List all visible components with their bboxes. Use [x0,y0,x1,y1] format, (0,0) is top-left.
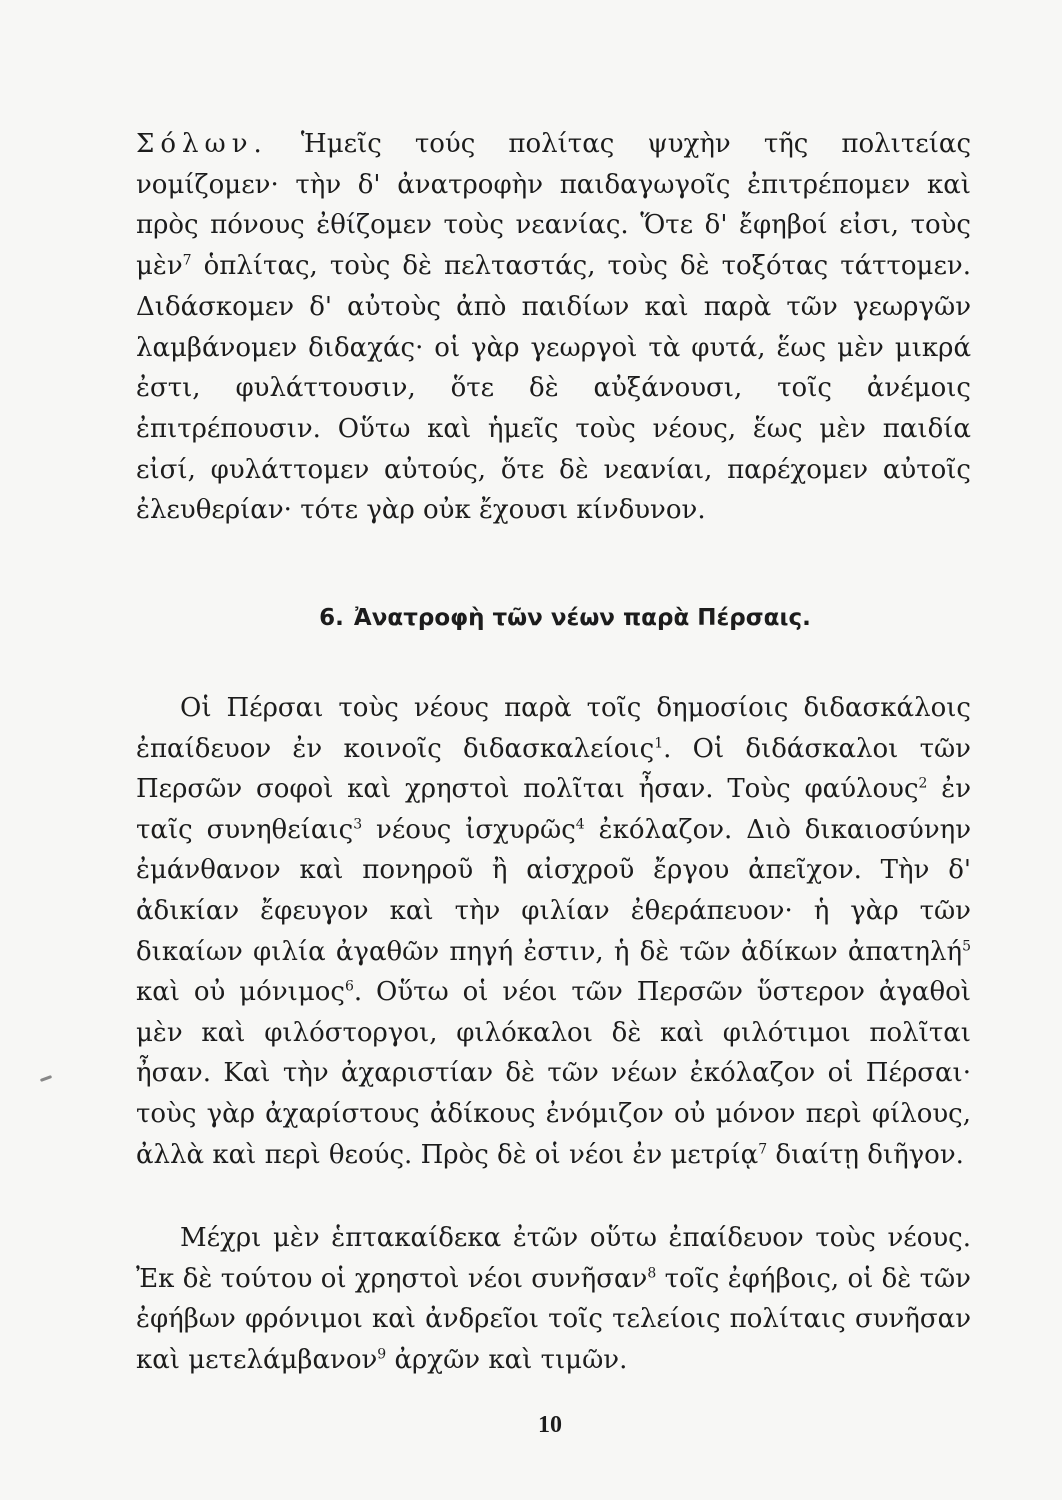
section-title: Ἀνατροφὴ τῶν νέων παρὰ Πέρσαις. [353,605,811,631]
paragraph-text: τοῖς ἐφήβοις, οἱ δὲ τῶν ἐφήβων φρόνιμοι καὶ ἀνδρεῖοι τοῖς τελείοις πολίταις συνῆσαν καὶ μετελάμβανον [136,1263,971,1375]
body-paragraph [136,1218,971,1380]
paragraph-text: καὶ οὐ μόνιμος [136,977,345,1008]
footnote-marker: 1 [654,734,664,751]
paragraph-text: ὁπλίτας, τοὺς δὲ πελταστάς, τοὺς δὲ τοξότας τάττομεν. Διδάσκομεν δ' αὐτοὺς ἀπὸ παιδίων καὶ παρὰ τῶν γεωργῶν λαμβάνομεν διδαχάς· οἱ γὰρ γεωργοὶ τὰ φυτά, ἕως μὲν μικρά ἐστι, φυλάττουσιν, ὅτε δὲ αὐξάνουσι, τοῖς ἀνέμοις ἐπιτρέπουσιν. Οὕτω καὶ ἡμεῖς τοὺς νέους, ἕως μὲν παιδία εἰσί, φυλάττομεν αὐτούς, ὅτε δὲ νεανίαι, παρέχομεν αὐτοῖς ἐλευθερίαν· τότε γὰρ οὐκ ἔχουσι κίνδυνον. [136,251,971,526]
paragraph-text: . Οἱ διδάσκαλοι τῶν Περσῶν σοφοὶ καὶ χρηστοὶ πολῖται ἦσαν. Τοὺς φαύλους [136,733,971,805]
footnote-marker: 9 [377,1346,387,1363]
paragraph-text: νέους ἰσχυρῶς [362,814,576,845]
dialogue-paragraph [136,124,971,531]
footnote-marker: 4 [575,816,585,833]
footnote-marker: 3 [353,816,363,833]
footnote-marker: 8 [647,1264,657,1281]
footnote-marker: 7 [182,252,192,269]
footnote-marker: 2 [918,775,928,792]
body-paragraph [136,688,971,1175]
paragraph-text: διαίτῃ διῆγον. [767,1139,964,1170]
paragraph-text: ἐκόλαζον. Διὸ δικαιοσύνην ἐμάνθανον καὶ πονηροῦ ἢ αἰσχροῦ ἔργου ἀπεῖχον. Τὴν δ' ἀδικίαν ἔφευγον καὶ τὴν φιλίαν ἐθεράπευον· ἡ γὰρ τῶν δικαίων φιλία ἀγαθῶν πηγή ἐστιν, ἡ δὲ τῶν ἀδίκων ἀπατηλή [136,814,972,967]
paragraph-text: ἐν ταῖς συνηθείαις [136,774,971,845]
section-number: 6. [319,605,344,631]
paragraph-text: ἀρχῶν καὶ τιμῶν. [386,1344,628,1375]
paragraph-text: Ἡμεῖς τούς πολίτας ψυχὴν τῆς πολιτείας νομίζομεν· τὴν δ' ἀνατροφὴν παιδαγωγοῖς ἐπιτρέπομεν καὶ πρὸς πόνους ἐθίζομεν τοὺς νεανίας. Ὅτε δ' ἔφηβοί εἰσι, τοὺς μὲν [136,129,972,282]
paragraph-text: . Οὕτω οἱ νέοι τῶν Περσῶν ὕστερον ἀγαθοὶ μὲν καὶ φιλόστοργοι, φιλόκαλοι δὲ καὶ φιλότιμοι πολῖται ἦσαν. Καὶ τὴν ἀχαριστίαν δὲ τῶν νέων ἐκόλαζον οἱ Πέρσαι· τοὺς γὰρ ἀχαρίστους ἀδίκους ἐνόμιζον οὐ μόνον περὶ φίλους, ἀλλὰ καὶ περὶ θεούς. Πρὸς δὲ οἱ νέοι ἐν μετρίᾳ [136,977,971,1170]
paragraph-text: Μέχρι μὲν ἑπτακαίδεκα ἐτῶν οὕτω ἐπαίδευον τοὺς νέους. Ἐκ δὲ τούτου οἱ χρηστοὶ νέοι συνῆσαν [136,1223,971,1294]
page-number: 10 [538,1412,562,1438]
scan-speck [40,1075,52,1082]
footnote-marker: 6 [344,978,354,995]
footnote-marker: 5 [962,937,971,954]
footnote-marker: 7 [758,1140,768,1157]
speaker-name: Σόλων. [136,129,268,159]
section-heading [150,605,980,631]
paragraph-text: Οἱ Πέρσαι τοὺς νέους παρὰ τοῖς δημοσίοις διδασκάλοις ἐπαίδευον ἐν κοινοῖς διδασκαλείοις [136,693,971,764]
